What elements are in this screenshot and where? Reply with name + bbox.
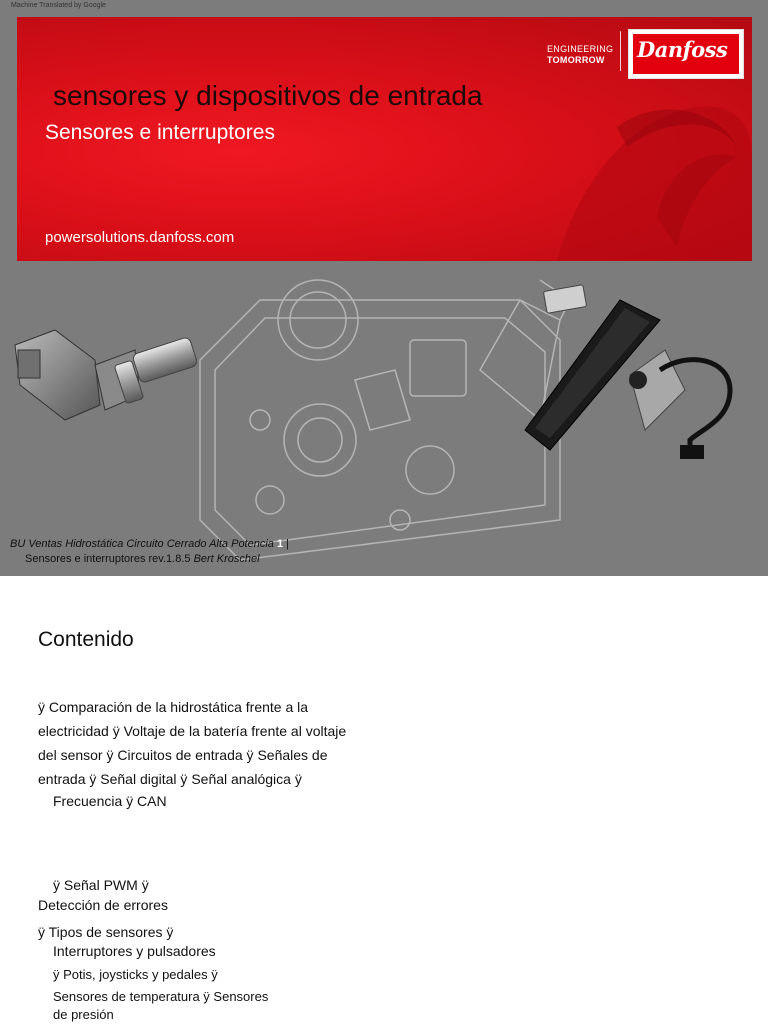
page-number: 1 (276, 538, 284, 550)
slide-title: sensores y dispositivos de entrada (53, 80, 483, 111)
footer-separator: | (286, 538, 290, 550)
toc-line: ÿ Señal PWM ÿ (53, 877, 149, 893)
slide-subtitle: Sensores e interruptores (45, 121, 275, 144)
toc-line: de presión (53, 1007, 114, 1022)
logo-divider (620, 31, 621, 71)
slide-footer-line1 (10, 538, 289, 550)
toc-line: ÿ Tipos de sensores ÿ (38, 924, 174, 940)
machine-translated-label: Machine Translated by Google (11, 2, 106, 9)
slide-footer-line2 (25, 553, 260, 565)
toc-line: ÿ Comparación de la hidrostática frente a la (38, 699, 309, 715)
toc-line: electricidad ÿ Voltaje de la batería frente al voltaje (38, 723, 347, 739)
toc-line: entrada ÿ Señal digital ÿ Señal analógica ÿ (38, 771, 302, 787)
engineering-tomorrow-tagline (547, 44, 613, 66)
footer-department: BU Ventas Hidrostática Circuito Cerrado Alta Potencia (10, 538, 274, 550)
tagline-line1: ENGINEERING (547, 44, 614, 54)
toc-line: Interruptores y pulsadores (53, 943, 216, 959)
toc-line: Detección de errores (38, 897, 168, 913)
speed-sensor-image (10, 320, 210, 430)
danfoss-logo (628, 29, 744, 79)
logo-text: Danfoss (637, 37, 728, 62)
accelerator-pedal-image (520, 280, 750, 470)
toc-line: ÿ Potis, joysticks y pedales ÿ (53, 967, 218, 982)
toc-line: del sensor ÿ Circuitos de entrada ÿ Señales de (38, 747, 328, 763)
footer-author: Bert Kroschel (193, 553, 260, 565)
title-banner (17, 17, 752, 261)
footer-document-revision: Sensores e interruptores rev.1.8.5 (25, 553, 191, 565)
website-url: powersolutions.danfoss.com (45, 229, 235, 246)
contents-heading: Contenido (38, 628, 134, 651)
toc-line: Frecuencia ÿ CAN (53, 793, 167, 809)
contents-slide (0, 576, 768, 1024)
tagline-line2: TOMORROW (547, 55, 605, 65)
toc-line: Sensores de temperatura ÿ Sensores (53, 989, 269, 1004)
